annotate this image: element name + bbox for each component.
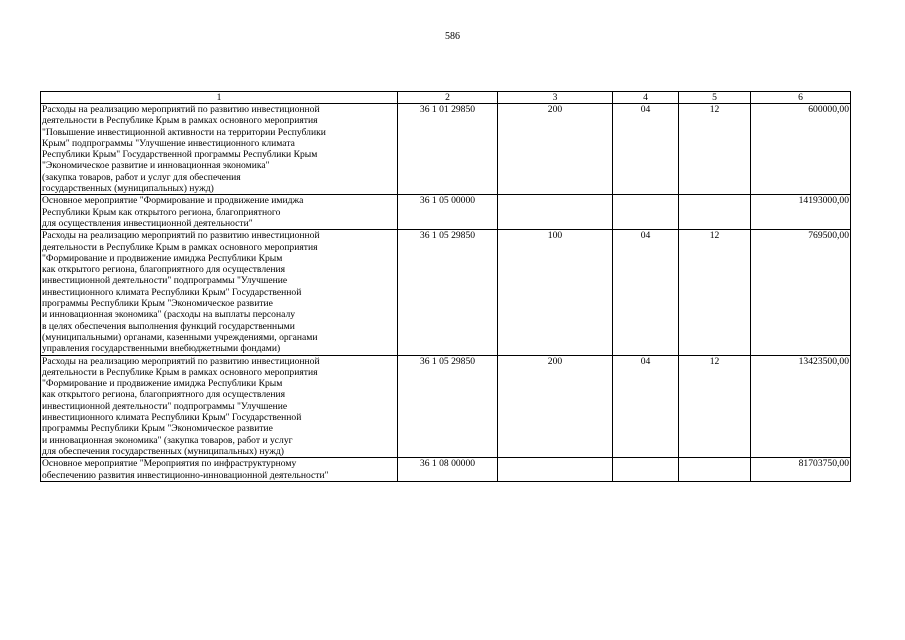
row-amount: 13423500,00 xyxy=(751,355,851,458)
budget-table xyxy=(40,91,851,482)
row-name: Основное мероприятие "Мероприятия по инфраструктурному обеспечению развития инвестиционно-инновационной деятельности" xyxy=(41,458,398,482)
row-csr-code: 36 1 05 29850 xyxy=(398,355,498,458)
row-subsection xyxy=(679,458,751,482)
row-section: 04 xyxy=(613,104,679,195)
row-section xyxy=(613,195,679,230)
row-expense-type: 200 xyxy=(498,355,613,458)
row-amount: 769500,00 xyxy=(751,230,851,355)
row-name: Расходы на реализацию мероприятий по развитию инвестиционной деятельности в Республике Крым в рамках основного мероприятия "Формирование и продвижение имиджа Республики Крым как открытого региона, благоприятного для осуществления инвестиционной деятельности" подпрограммы "Улучшение инвестиционного климата Республики Крым" Государственной программы Республики Крым "Экономическое развитие и инновационная экономика" (закупка товаров, работ и услуг для обеспечения государственных (муниципальных) нужд) xyxy=(41,355,398,458)
header-col-2: 2 xyxy=(398,92,498,104)
row-subsection: 12 xyxy=(679,355,751,458)
row-csr-code: 36 1 01 29850 xyxy=(398,104,498,195)
row-expense-type: 200 xyxy=(498,104,613,195)
table-header-row xyxy=(41,92,851,104)
table-row xyxy=(41,355,851,458)
header-col-1: 1 xyxy=(41,92,398,104)
row-expense-type: 100 xyxy=(498,230,613,355)
header-col-3: 3 xyxy=(498,92,613,104)
table-row xyxy=(41,458,851,482)
row-name: Основное мероприятие "Формирование и продвижение имиджа Республики Крым как открытого региона, благоприятного для осуществления инвестиционной деятельности" xyxy=(41,195,398,230)
row-expense-type xyxy=(498,458,613,482)
table-row xyxy=(41,104,851,195)
row-amount: 14193000,00 xyxy=(751,195,851,230)
row-csr-code: 36 1 05 00000 xyxy=(398,195,498,230)
table-row xyxy=(41,230,851,355)
row-subsection: 12 xyxy=(679,104,751,195)
row-subsection: 12 xyxy=(679,230,751,355)
header-col-4: 4 xyxy=(613,92,679,104)
row-section xyxy=(613,458,679,482)
header-col-6: 6 xyxy=(751,92,851,104)
header-col-5: 5 xyxy=(679,92,751,104)
row-section: 04 xyxy=(613,355,679,458)
row-section: 04 xyxy=(613,230,679,355)
table-row xyxy=(41,195,851,230)
row-csr-code: 36 1 05 29850 xyxy=(398,230,498,355)
row-csr-code: 36 1 08 00000 xyxy=(398,458,498,482)
row-name: Расходы на реализацию мероприятий по развитию инвестиционной деятельности в Республике Крым в рамках основного мероприятия "Повышение инвестиционной активности на территории Республики Крым" подпрограммы "Улучшение инвестиционного климата Республики Крым" Государственной программы Республики Крым "Экономическое развитие и инновационная экономика" (закупка товаров, работ и услуг для обеспечения государственных (муниципальных) нужд) xyxy=(41,104,398,195)
row-amount: 600000,00 xyxy=(751,104,851,195)
row-name: Расходы на реализацию мероприятий по развитию инвестиционной деятельности в Республике Крым в рамках основного мероприятия "Формирование и продвижение имиджа Республики Крым как открытого региона, благоприятного для осуществления инвестиционной деятельности" подпрограммы "Улучшение инвестиционного климата Республики Крым" Государственной программы Республики Крым "Экономическое развитие и инновационная экономика" (расходы на выплаты персоналу в целях обеспечения выполнения функций государственными (муниципальными) органами, казенными учреждениями, органами управления государственными внебюджетными фондами) xyxy=(41,230,398,355)
row-expense-type xyxy=(498,195,613,230)
row-subsection xyxy=(679,195,751,230)
row-amount: 81703750,00 xyxy=(751,458,851,482)
page-number: 586 xyxy=(445,31,460,42)
